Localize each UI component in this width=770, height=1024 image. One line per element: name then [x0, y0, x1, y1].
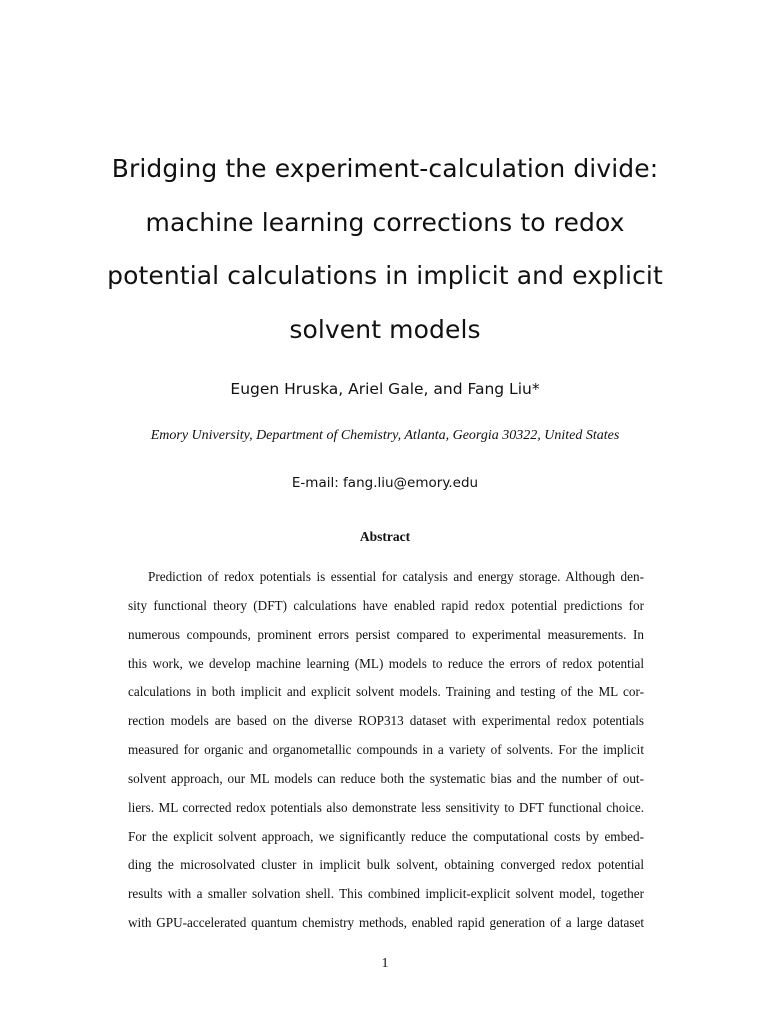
abstract-line: Prediction of redox potentials is essential for catalysis and energy storage. Although den- — [148, 569, 644, 584]
abstract-line: results with a smaller solvation shell. This combined implicit-explicit solvent model, together — [128, 886, 644, 902]
title-line: machine learning corrections to redox — [145, 207, 625, 237]
affiliation: Emory University, Department of Chemistry, Atlanta, Georgia 30322, United States — [150, 428, 620, 443]
author-list: Eugen Hruska, Ariel Gale, and Fang Liu* — [230, 380, 540, 398]
abstract-line: measured for organic and organometallic compounds in a variety of solvents. For the implicit — [128, 742, 644, 758]
email-address: E-mail: fang.liu@emory.edu — [291, 475, 479, 491]
abstract-line: For the explicit solvent approach, we significantly reduce the computational costs by embed- — [128, 828, 644, 844]
abstract-line: this work, we develop machine learning (ML) models to reduce the errors of redox potential — [128, 655, 644, 671]
paper-title — [60, 142, 710, 356]
title-line: potential calculations in implicit and explicit — [107, 261, 663, 290]
abstract-heading: Abstract — [359, 529, 411, 544]
abstract-line: solvent approach, our ML models can reduce both the systematic bias and the number of out- — [128, 770, 644, 786]
abstract-body — [128, 566, 644, 941]
abstract-line: calculations in both implicit and explicit solvent models. Training and testing of the ML cor- — [128, 684, 644, 700]
abstract-line: with GPU-accelerated quantum chemistry methods, enabled rapid generation of a large dataset — [128, 915, 644, 931]
abstract-line: rection models are based on the diverse ROP313 dataset with experimental redox potentials — [128, 713, 644, 729]
title-line: solvent models — [289, 314, 481, 344]
title-line: Bridging the experiment-calculation divide: — [111, 154, 659, 183]
abstract-line: ding the microsolvated cluster in implicit bulk solvent, obtaining converged redox potential — [128, 857, 644, 873]
abstract-line: sity functional theory (DFT) calculations have enabled rapid redox potential predictions for — [128, 597, 644, 613]
abstract-line: liers. ML corrected redox potentials also demonstrate less sensitivity to DFT functional choice. — [128, 799, 644, 815]
page-number: 1 — [381, 956, 389, 971]
abstract-line: numerous compounds, prominent errors persist compared to experimental measurements. In — [128, 626, 644, 642]
